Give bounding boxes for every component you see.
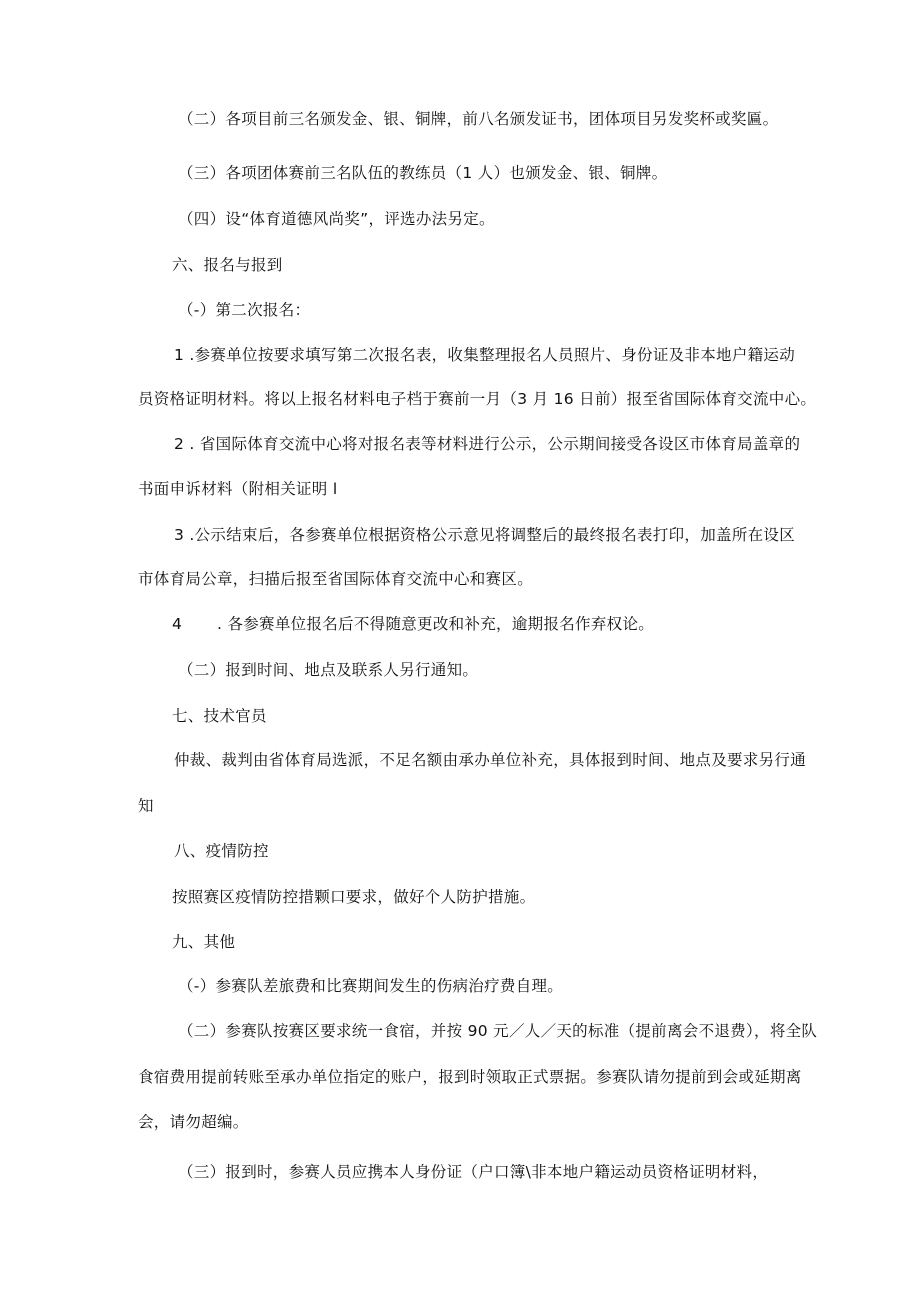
subsection-second-registration: （-）第二次报名： [178,301,311,319]
paragraph-check-in-notice: （二）报到时间、地点及联系人另行通知。 [178,661,479,679]
paragraph-other-accommodation-cont-2: 会，请勿超编。 [138,1113,249,1131]
paragraph-other-accommodation-cont-1: 食宿费用提前转账至承办单位指定的账户，报到时领取正式票据。参赛队请勿提前到会或延期离 [138,1068,802,1086]
section-heading-technical-officials: 七、技术官员 [172,707,267,725]
paragraph-registration-item-2-cont: 书面申诉材料（附相关证明 l [138,480,338,498]
paragraph-registration-item-1-cont: 员资格证明材料。将以上报名材料电子档于赛前一月（3 月 16 日前）报至省国际体育交流中心。 [138,390,817,408]
paragraph-other-check-in-documents: （三）报到时，参赛人员应携本人身份证（户口簿\非本地户籍运动员资格证明材料， [178,1163,769,1181]
paragraph-registration-item-1: 1 .参赛单位按要求填写第二次报名表，收集整理报名人员照片、身份证及非本地户籍运动 [174,346,796,364]
paragraph-other-accommodation: （二）参赛队按赛区要求统一食宿，并按 90 元／人／天的标准（提前离会不退费），将全队 [178,1022,818,1040]
paragraph-registration-item-2: 2 . 省国际体育交流中心将对报名表等材料进行公示，公示期间接受各设区市体育局盖章的 [174,435,801,453]
paragraph-sportsmanship-award: （四）设“体育道德风尚奖”，评选办法另定。 [178,210,495,228]
section-heading-other: 九、其他 [172,933,236,951]
paragraph-epidemic-control: 按照赛区疫情防控措颗口要求，做好个人防护措施。 [172,888,536,906]
registration-item-4-number: 4 [172,615,183,633]
paragraph-other-expenses: （-）参赛队差旅费和比赛期间发生的伤病治疗费自理。 [178,977,564,995]
paragraph-registration-item-3-cont: 市体育局公章，扫描后报至省国际体育交流中心和赛区。 [138,570,534,588]
paragraph-technical-officials: 仲裁、裁判由省体育局选派，不足名额由承办单位补充，具体报到时间、地点及要求另行通 [174,751,807,769]
paragraph-registration-item-3: 3 .公示结束后，各参赛单位根据资格公示意见将调整后的最终报名表打印，加盖所在设区 [174,526,796,544]
paragraph-coach-medals: （三）各项团体赛前三名队伍的教练员（1 人）也颁发金、银、铜牌。 [178,164,668,182]
section-heading-registration: 六、报名与报到 [172,256,283,274]
paragraph-awards-medals: （二）各项目前三名颁发金、银、铜牌，前八名颁发证书，团体项目另发奖杯或奖匾。 [178,110,779,128]
paragraph-registration-item-4: . 各参赛单位报名后不得随意更改和补充，逾期报名作弃权论。 [217,615,655,633]
paragraph-technical-officials-cont: 知 [138,797,154,815]
section-heading-epidemic-control: 八、疫情防控 [174,842,269,860]
